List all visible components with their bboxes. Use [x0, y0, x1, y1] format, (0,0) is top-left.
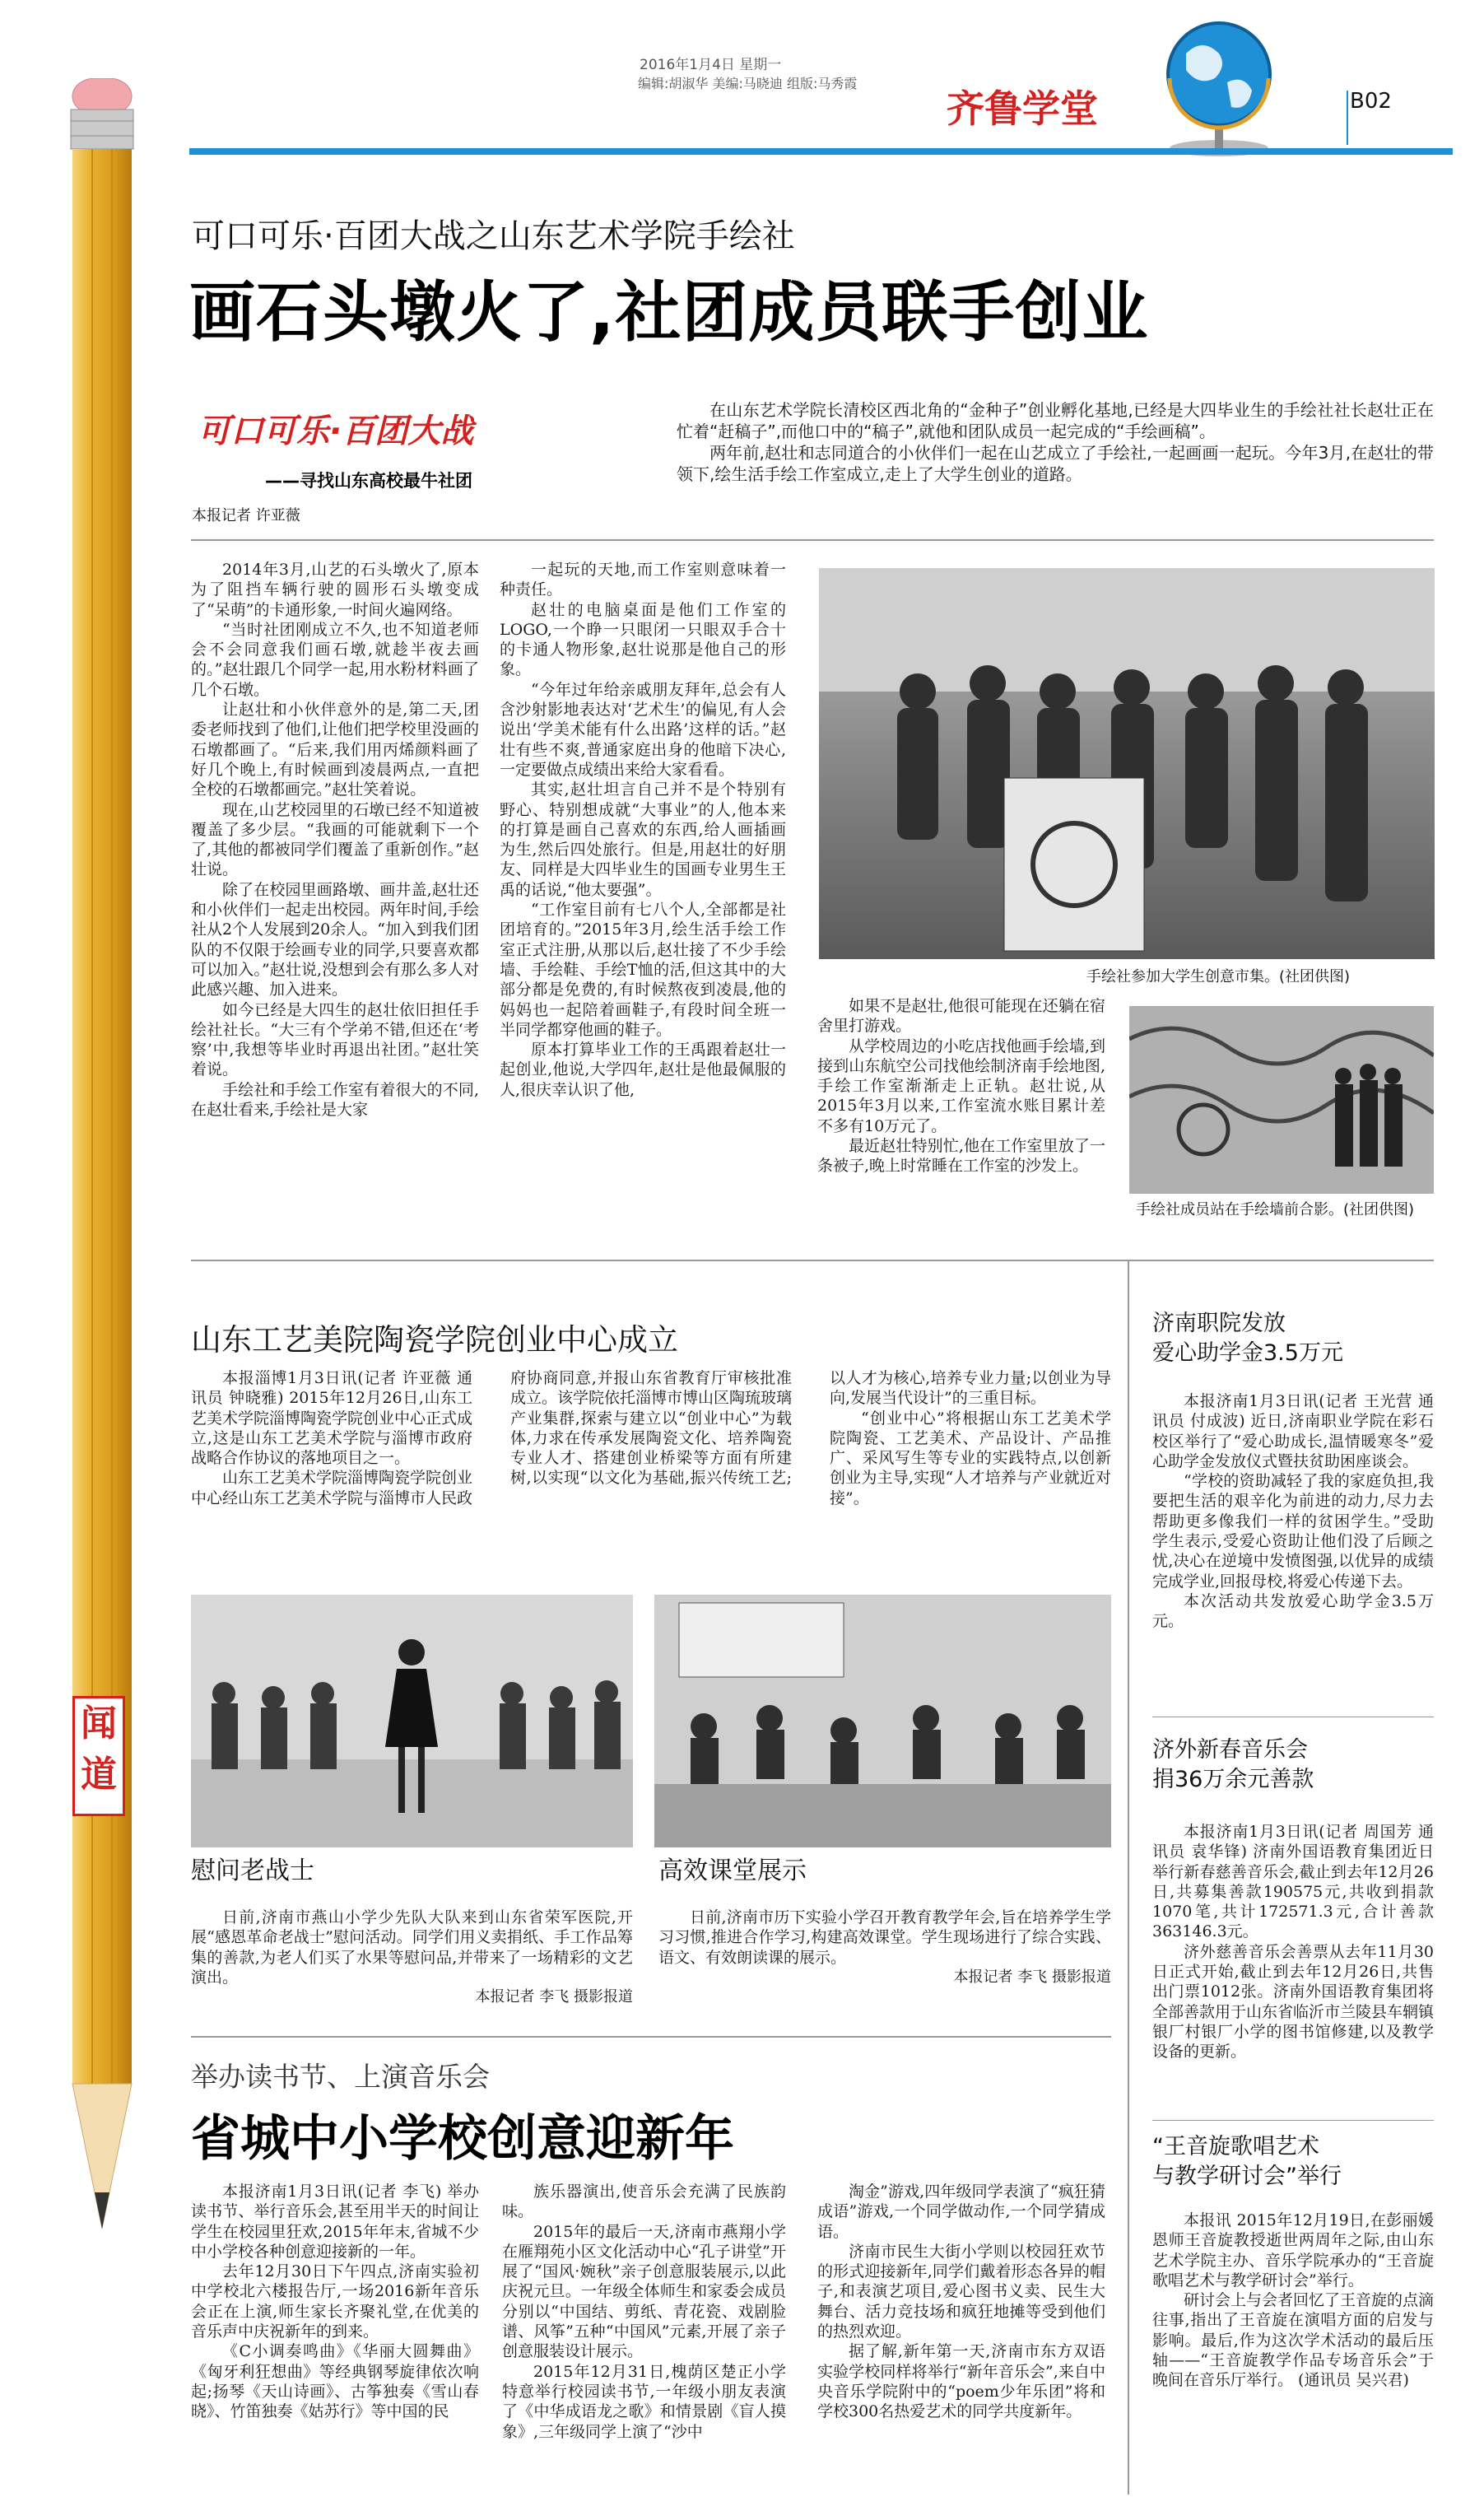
sidebar-title-line: “王音旋歌唱艺术 [1152, 2134, 1319, 2159]
lead-column-2 [500, 560, 786, 1210]
header-divider [1347, 91, 1348, 145]
lead-para: “当时社团刚成立不久,也不知道老师会不会同意我们画石墩,就趁半夜去画的。”赵壮跟几个同学一起,用水粉材料画了几个石墩。 [191, 620, 479, 699]
lead-kicker: 可口可乐·百团大战之山东艺术学院手绘社 [192, 217, 795, 255]
sidebar-para: 济外慈善音乐会善票从去年11月30日正式开始,截止到去年12月26日,共售出门票1012张。济南外国语教育集团将全部善款用于山东省临沂市兰陵县车辋镇银厂村银厂小学的图书馆修建,以及教学设备的更新。 [1152, 1942, 1434, 2061]
newyear-para: 淘金”游戏,四年级同学表演了“疯狂猜成语”游戏,一个同学做动作,一个同学猜成语。 [817, 2183, 1105, 2241]
brief-body [658, 1908, 1111, 2015]
sidebar-title [1152, 1735, 1432, 1795]
newyear-para: 2015年的最后一天,济南市燕翔小学在雁翔苑小区文化活动中心“孔子讲堂”开展了“国风·婉秋”亲子创意服装展示,以此庆祝元旦。一年级全体师生和家委会成员分别以“中国结、剪纸、青花瓷、戏剧脸谱、风筝”五种“中国风”元素,开展了亲子创意服装设计展示。 [502, 2222, 786, 2361]
lead-headline: 画石头墩火了,社团成员联手创业 [189, 274, 1149, 351]
sidebar-para: 本报济南1月3日讯(记者 王光营 通讯员 付成波) 近日,济南职业学院在彩石校区举行了“爱心助成长,温情暖寒冬”爱心助学金发放仪式暨扶贫助困座谈会。 [1152, 1392, 1434, 1470]
brief-title: 高效课堂展示 [658, 1856, 807, 1885]
photo-mural-group-caption: 手绘社成员站在手绘墙前合影。(社团供图) [1136, 1201, 1415, 1218]
side-label [72, 1696, 125, 1816]
lead-para: 如果不是赵壮,他很可能现在还躺在宿舍里打游戏。 [817, 997, 1105, 1036]
lead-para: “工作室目前有七八个人,全部都是社团培育的。”2015年3月,绘生活手绘工作室正式注册,从那以后,赵壮接了不少手绘墙、手绘鞋、手绘T恤的活,但这其中的大部分都是免费的,有时候熬夜到凌晨,他的妈妈也一起陪着画鞋子,有段时间全班一半同学都穿他画的鞋子。 [500, 901, 786, 1039]
lead-para: 一起玩的天地,而工作室则意味着一种责任。 [500, 561, 786, 599]
lead-para: “今年过年给亲戚朋友拜年,总会有人含沙射影地表达对‘艺术生’的偏见,有人会说出‘学美术能有什么出路’这样的话。”赵壮有些不爽,普通家庭出身的他暗下决心,一定要做点成绩出来给大家看看。 [500, 680, 786, 779]
newyear-para: 据了解,新年第一天,济南市东方双语实验学校同样将举行“新年音乐会”,来自中央音乐学院附中的“poem少年乐团”将和学校300名热爱艺术的同学共度新年。 [817, 2342, 1105, 2421]
lead-para: 从学校周边的小吃店找他画手绘墙,到接到山东航空公司找他绘制济南手绘地图,手绘工作室渐渐走上正轨。赵壮说,从2015年3月以来,工作室流水账目累计差不多有10万元了。 [817, 1037, 1105, 1135]
sidebar-title-line: 与教学研讨会”举行 [1152, 2164, 1342, 2189]
brief-credit: 本报记者 李飞 摄影报道 [475, 1988, 633, 2006]
lead-divider [191, 539, 1434, 541]
newyear-para: 本报济南1月3日讯(记者 李飞) 举办读书节、举行音乐会,甚至用半天的时间让学生在校园里狂欢,2015年年末,省城不少中小学校各种创意迎接新的一年。 [191, 2183, 479, 2261]
pencil-illustration [58, 78, 148, 2252]
newyear-para: 2015年12月31日,槐荫区楚正小学特意举行校园读书节,一年级小朋友表演了《中华成语龙之歌》和情景剧《盲人摸象》,三年级同学上演了“沙中 [502, 2362, 786, 2441]
ceramics-headline: 山东工艺美院陶瓷学院创业中心成立 [191, 1322, 678, 1358]
header-rule [189, 148, 1453, 155]
brief-body [191, 1908, 633, 2015]
ceramics-para: “创业中心”将根据山东工艺美术学院陶瓷、工艺美术、产品设计、产品推广、采风写生等专业的实践特点,以创新创业为主导,实现“人才培养与产业就近对接”。 [830, 1409, 1111, 1507]
lead-para: 现在,山艺校园里的石墩已经不知道被覆盖了多少层。“我画的可能就剩下一个了,其他的都被同学们覆盖了重新创作。”赵壮说。 [191, 800, 479, 879]
lead-byline: 本报记者 许亚薇 [192, 507, 300, 524]
sidebar-title [1152, 2132, 1432, 2192]
lead-intro [677, 399, 1434, 485]
page-number-box [1152, 72, 1392, 114]
header-editors: 编辑:胡淑华 美编:马晓迪 组版:马秀霞 [638, 76, 858, 91]
newyear-column-1 [191, 2182, 479, 2503]
brief-title: 慰问老战士 [191, 1856, 314, 1885]
sidebar-para: 本报济南1月3日讯(记者 周国芳 通讯员 袁华锋) 济南外国语教育集团近日举行新春慈善音乐会,截止到去年12月26日,共募集善款190575元,共收到捐款1070笔,共计172571.3元,合计善款363146.3元。 [1152, 1823, 1434, 1941]
newyear-para: 济南市民生大街小学则以校园狂欢节的形式迎接新年,同学们戴着形态各异的帽子,和表演艺项目,爱心图书义卖、民生大舞台、活力竞技场和疯狂地摊等受到他们的热烈欢迎。 [817, 2242, 1105, 2341]
sidebar-para: 本报讯 2015年12月19日,在彭丽媛恩师王音旋教授逝世两周年之际,由山东艺术学院主办、音乐学院承办的“王音旋歌唱艺术与教学研讨会”举行。 [1152, 2211, 1434, 2290]
lead-para: 赵壮的电脑桌面是他们工作室的LOGO,一个睁一只眼闭一只眼双手合十的卡通人物形象,赵壮说那是他自己的形象。 [500, 600, 786, 679]
lead-para: 最近赵壮特别忙,他在工作室里放了一条被子,晚上时常睡在工作室的沙发上。 [817, 1137, 1105, 1176]
sidebar-para: 研讨会上与会者回忆了王音旋的点滴往事,指出了王音旋在演唱方面的启发与影响。最后,作为这次学术活动的最后压轴——“王音旋教学作品专场音乐会”于晚间在音乐厅举行。 (通讯员 吴兴君) [1152, 2291, 1434, 2390]
lead-para: 如今已经是大四生的赵壮依旧担任手绘社社长。“大三有个学弟不错,但还在‘考察’中,我想等毕业时再退出社团。”赵壮笑着说。 [191, 1000, 479, 1079]
newyear-para: 《C小调奏鸣曲》《华丽大圆舞曲》《匈牙利狂想曲》等经典钢琴旋律依次响起;扬琴《天山诗画》、古筝独奏《雪山春晓》、竹笛独奏《姑苏行》等中国的民 [191, 2342, 479, 2421]
sidebar-title-line: 济南职院发放 [1152, 1311, 1286, 1336]
brief-text: 日前,济南市燕山小学少先队大队来到山东省荣军医院,开展“感恩革命老战士”慰问活动。同学们用义卖捐纸、手工作品筹集的善款,为老人们买了水果等慰问品,并带来了一场精彩的文艺演出。 [191, 1908, 633, 1987]
lead-para: 手绘社和手绘工作室有着很大的不同,在赵壮看来,手绘社是大家 [191, 1080, 479, 1120]
sidebar-divider [1152, 2120, 1434, 2121]
lead-para: 其实,赵壮坦言自己并不是个特别有野心、特别想成就“大事业”的人,他本来的打算是画自己喜欢的东西,给人画插画为生,然后四处旅行。但是,用赵壮的好朋友、同样是大四毕业生的国画专业男生王禹的话说,“他太要强”。 [500, 780, 786, 899]
sidebar-body [1152, 2211, 1434, 2503]
campaign-logo [198, 372, 609, 471]
newyear-para: 去年12月30日下午四点,济南实验初中学校北六楼报告厅,一场2016新年音乐会正在上演,师生家长齐聚礼堂,在优美的音乐声中庆祝新年的到来。 [191, 2262, 479, 2341]
sidebar-title [1152, 1309, 1432, 1368]
side-label-text: 闻道 [81, 1703, 117, 1796]
sidebar-title-line: 济外新春音乐会 [1152, 1737, 1308, 1763]
lead-intro-para: 在山东艺术学院长清校区西北角的“金种子”创业孵化基地,已经是大四毕业生的手绘社社长赵壮正在忙着“赶稿子”,而他口中的“稿子”,就他和团队成员一起完成的“手绘画稿”。 [677, 400, 1434, 441]
newyear-kicker: 举办读书节、上演音乐会 [191, 2061, 490, 2093]
ceramics-para: 山东工艺美术学院淄博陶瓷学院创业中心经山东工艺美术学院与淄博市人民政府协商同意,并报山东省教育厅审核批准成立。该学院依托淄博市博山区陶琉玻璃产业集群,探索与建立以“创业中心”为载体,力求在传承发展陶瓷文化、培养陶瓷专业人才、搭建创业桥梁等方面有所建树,以实现“以文化为基础,振兴传统工艺;以人才为核心,培养专业力量;以创业为导向,发展当代设计”的三重目标。 [191, 1369, 1111, 1507]
newyear-column-3 [817, 2182, 1105, 2503]
newyear-column-2 [502, 2182, 786, 2503]
campaign-logo-text: 可口可乐·百团大战 [198, 412, 474, 450]
newyear-para: 族乐器演出,使音乐会充满了民族韵味。 [502, 2183, 786, 2221]
section-title: 齐鲁学堂 [947, 86, 1098, 131]
sidebar-para: 本次活动共发放爱心助学金3.5万元。 [1152, 1591, 1434, 1631]
ceramics-para: 本报淄博1月3日讯(记者 许亚薇 通讯员 钟晓雅) 2015年12月26日,山东工艺美术学院淄博陶瓷学院创业中心正式成立,这是山东工艺美术学院与淄博市政府战略合作协议的落地项目之一。 [191, 1369, 473, 1468]
page-number: B02 [1350, 89, 1392, 114]
lead-column-1 [191, 560, 479, 1210]
brief-credit: 本报记者 李飞 摄影报道 [953, 1968, 1111, 1986]
section-divider [191, 1260, 1434, 1261]
sidebar-divider [1128, 1260, 1129, 2495]
newyear-headline: 省城中小学校创意迎新年 [191, 2110, 734, 2168]
brief-text: 日前,济南市历下实验小学召开教育教学年会,旨在培养学生学习习惯,推进合作学习,构建高效课堂。学生现场进行了综合实践、语文、有效朗读课的展示。 [658, 1908, 1111, 1967]
sidebar-title-line: 爱心助学金3.5万元 [1152, 1340, 1343, 1366]
lead-para: 让赵壮和小伙伴意外的是,第二天,团委老师找到了他们,让他们把学校里没画的石墩都画了。“后来,我们用丙烯颜料画了好几个晚上,有时候画到凌晨两点,一直把全校的石墩都画完。”赵壮笑着说。 [191, 701, 479, 799]
lead-intro-para: 两年前,赵壮和志同道合的小伙伴们一起在山艺成立了手绘社,一起画画一起玩。今年3月,在赵壮的带领下,绘生活手绘工作室成立,走上了大学生创业的道路。 [677, 443, 1434, 484]
lead-para: 除了在校园里画路墩、画井盖,赵壮还和小伙伴们一起走出校园。两年时间,手绘社从2个人发展到20余人。“加入到我们团队的不仅限于绘画专业的同学,只要喜欢都可以加入。”赵壮说,没想到会有那么多人对此感兴趣、加入进来。 [191, 880, 479, 999]
header-date: 2016年1月4日 星期一 [640, 57, 782, 73]
lead-para: 原本打算毕业工作的王禹跟着赵壮一起创业,他说,大学四年,赵壮是他最佩服的人,很庆幸认识了他, [500, 1041, 786, 1099]
photo-classroom [654, 1595, 1111, 1847]
photo-veterans [191, 1595, 633, 1847]
lead-column-3 [817, 996, 1105, 1210]
sidebar-body [1152, 1822, 1434, 2114]
photo-club-market [819, 568, 1435, 959]
sidebar-title-line: 捐36万余元善款 [1152, 1767, 1314, 1792]
campaign-logo-sub: ——寻找山东高校最牛社团 [265, 471, 472, 491]
sidebar-body [1152, 1391, 1434, 1704]
lead-para: 2014年3月,山艺的石头墩火了,原本为了阻挡车辆行驶的圆形石头墩变成了“呆萌”的卡通形象,一时间火遍网络。 [191, 561, 479, 619]
sidebar-para: “学校的资助减轻了我的家庭负担,我要把生活的艰辛化为前进的动力,尽力去帮助更多像我们一样的贫困学生。”受助学生表示,受爱心资助让他们没了后顾之忧,决心在逆境中发愤图强,以优异的成绩完成学业,回报母校,将爱心传递下去。 [1152, 1472, 1434, 1591]
section-divider [191, 2036, 1111, 2038]
photo-mural-group [1129, 1006, 1434, 1194]
photo-club-market-caption: 手绘社参加大学生创意市集。(社团供图) [1086, 968, 1351, 985]
ceramics-body [191, 1368, 1111, 1566]
